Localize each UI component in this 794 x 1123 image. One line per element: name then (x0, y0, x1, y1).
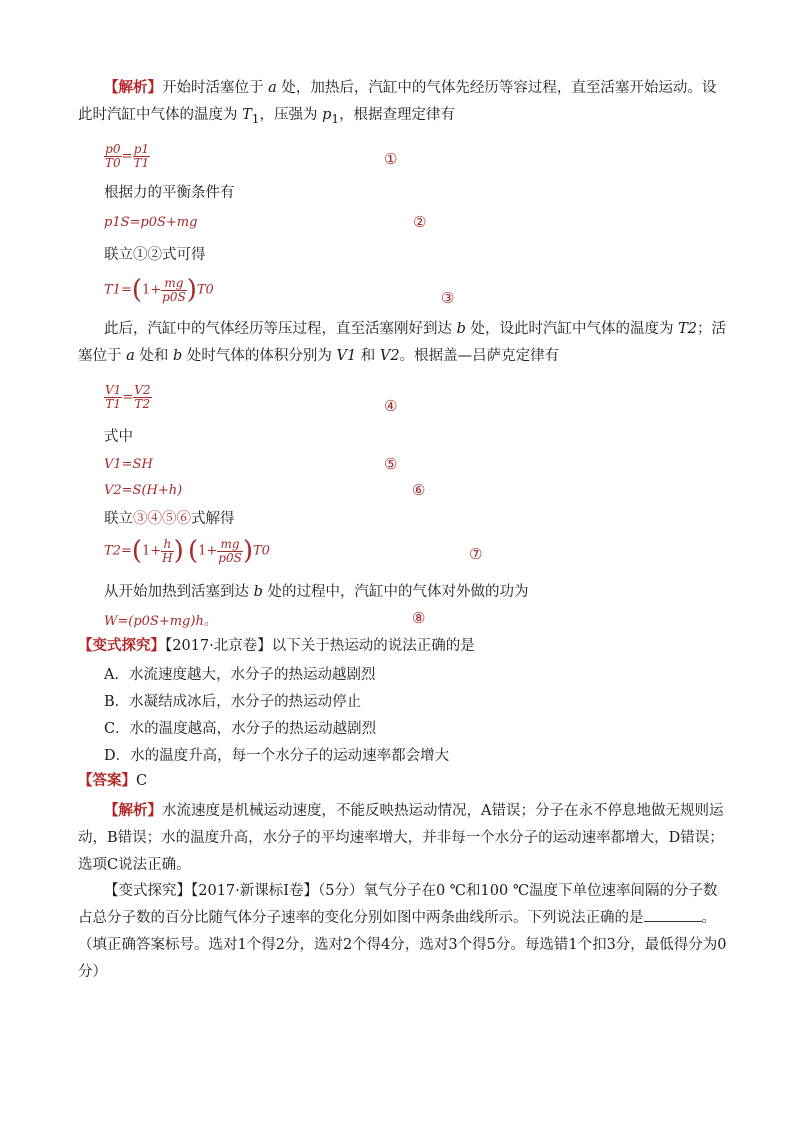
equation-3: T1=(1+ $\frac{mg}{p0S}$ )T0 (104, 275, 214, 305)
equation-marker-1: ① (384, 150, 398, 168)
analysis-tag: 【解析】 (104, 79, 162, 96)
question-1-option-b: B．水凝结成冰后，水分子的热运动停止 (104, 694, 362, 710)
equation-2: p1S=p0S+mg (104, 215, 198, 230)
force-balance-text: 根据力的平衡条件有 (104, 185, 235, 201)
answer-blank[interactable] (644, 907, 702, 922)
equation-marker-8: ⑧ (412, 609, 426, 627)
equation-marker-2: ② (413, 213, 427, 231)
combine-text-2: 联立③④⑤⑥式解得 (104, 511, 235, 527)
equation-marker-4: ④ (384, 397, 398, 415)
equation-marker-5: ⑤ (384, 455, 398, 473)
question-1-analysis: 【解析】水流速度是机械运动速度，不能反映热运动情况，A错误；分子在永不停息地做无规则运动，B错误；水的温度升高，水分子的平均速率增大，并非每一个水分子的运动速率都增大，D错误；选项C说法正确。 (78, 802, 724, 873)
question-1-option-a: A．水流速度越大，水分子的热运动越剧烈 (104, 667, 376, 683)
where-text: 式中 (104, 429, 133, 445)
equation-4: $\frac{V1}{T1}$ = $\frac{V2}{T2}$ (105, 383, 151, 411)
question-1-option-c: C．水的温度越高，水分子的热运动越剧烈 (104, 721, 377, 737)
combine-text-1: 联立①②式可得 (104, 247, 206, 263)
equation-7: T2=(1+ $\frac{h}{H}$ ) (1+ $\frac{mg}{p0S}$ )T0 (104, 536, 270, 566)
equation-marker-6: ⑥ (412, 481, 426, 499)
analysis-paragraph-1: 【解析】开始时活塞位于 a 处，加热后，汽缸中的气体先经历等容过程，直至活塞开始运动。设此时汽缸中气体的温度为 $T_1$，压强为 $p_1$，根据查理定律有 (78, 79, 717, 126)
equation-marker-3: ③ (441, 289, 455, 307)
question-1-option-d: D．水的温度升高，每一个水分子的运动速率都会增大 (104, 748, 450, 764)
question-1-stem: 【变式探究】【2017·北京卷】以下关于热运动的说法正确的是 (78, 637, 475, 654)
equation-8: W=(p0S+mg)h。 (104, 614, 217, 629)
equation-1: $\frac{p0}{T0}$ = $\frac{p1}{T1}$ (105, 142, 150, 170)
equation-5: V1=SH (104, 457, 153, 472)
work-text: 从开始加热到活塞到达 b 处的过程中，汽缸中的气体对外做的功为 (104, 584, 529, 600)
equation-6: V2=S(H+h) (104, 483, 183, 498)
analysis-paragraph-2: 此后，汽缸中的气体经历等压过程，直至活塞刚好到达 b 处，设此时汽缸中气体的温度为 T2；活塞位于 a 处和 b 处时气体的体积分别为 V1 和 V2。根据盖—吕萨克定律有 (78, 321, 727, 364)
question-1-answer: 【答案】C (78, 772, 148, 789)
equation-marker-7: ⑦ (469, 545, 483, 563)
question-2-stem: 【变式探究】【2017·新课标Ⅰ卷】（5分）氧气分子在0 ℃和100 ℃温度下单位速率间隔的分子数占总分子数的百分比随气体分子速率的变化分别如图中两条曲线所示。下列说法正确的是 。（填正确答案标号。选对1个得2分，选对2个得4分，选对3个得5分。每选错1个扣3分，最低得分为0分） (78, 883, 727, 980)
